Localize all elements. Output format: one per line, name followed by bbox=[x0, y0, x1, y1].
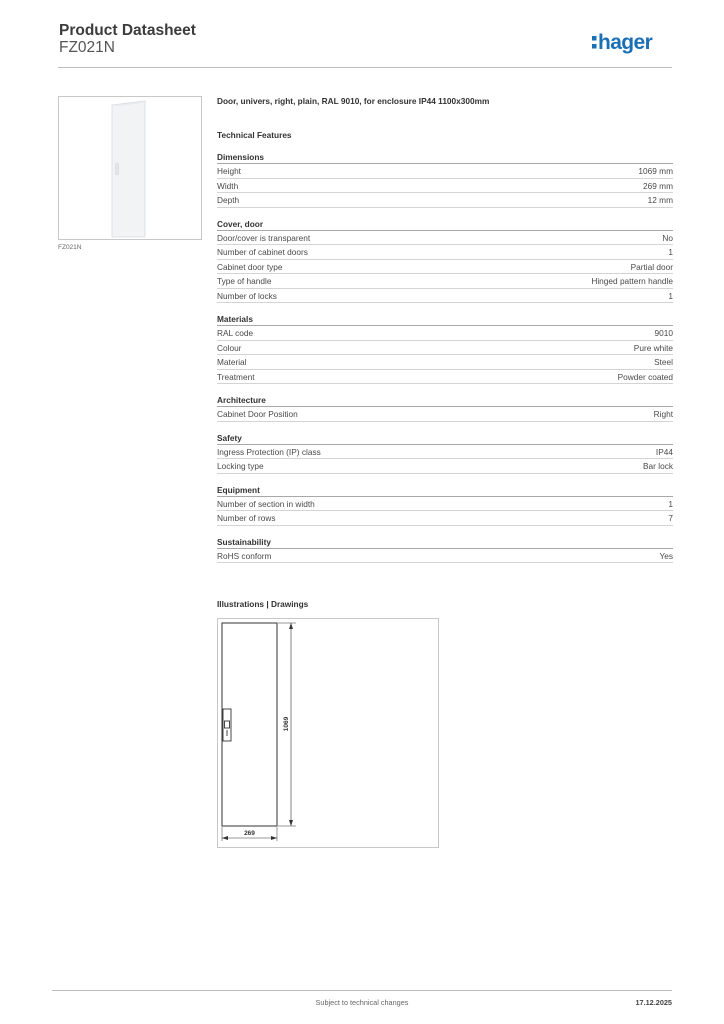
section-title: Sustainability bbox=[217, 536, 673, 549]
spec-label: Door/cover is transparent bbox=[217, 232, 311, 243]
product-code: FZ021N bbox=[59, 39, 115, 56]
spec-label: Number of locks bbox=[217, 290, 277, 301]
footer-divider bbox=[52, 990, 672, 991]
footer-date: 17.12.2025 bbox=[635, 998, 672, 1007]
spec-value: Steel bbox=[654, 357, 673, 367]
product-details bbox=[217, 94, 673, 563]
section-title: Materials bbox=[217, 313, 673, 326]
product-thumbnail bbox=[58, 96, 202, 240]
hager-logo bbox=[592, 26, 674, 58]
spec-label: Colour bbox=[217, 342, 242, 353]
spec-value: Hinged pattern handle bbox=[591, 276, 673, 286]
spec-label: Type of handle bbox=[217, 276, 272, 286]
spec-label: Material bbox=[217, 357, 247, 367]
spec-row bbox=[217, 497, 673, 512]
spec-label: Number of section in width bbox=[217, 498, 315, 509]
spec-value: Right bbox=[653, 409, 673, 419]
spec-row bbox=[217, 193, 673, 208]
spec-value: Pure white bbox=[633, 342, 673, 353]
spec-value: 7 bbox=[668, 513, 673, 523]
section-title: Safety bbox=[217, 432, 673, 445]
spec-row bbox=[217, 459, 673, 474]
spec-value: 9010 bbox=[654, 328, 673, 338]
spec-label: RAL code bbox=[217, 328, 254, 338]
spec-value: Partial door bbox=[630, 261, 673, 272]
spec-label: Height bbox=[217, 166, 241, 176]
section-title: Cover, door bbox=[217, 218, 673, 231]
spec-label: Depth bbox=[217, 195, 240, 205]
document-title: Product Datasheet bbox=[59, 22, 196, 39]
height-label: 1069 bbox=[283, 716, 290, 732]
spec-label: Width bbox=[217, 180, 239, 191]
spec-label: Number of cabinet doors bbox=[217, 247, 308, 257]
spec-label: Number of rows bbox=[217, 513, 276, 523]
spec-value: 12 mm bbox=[647, 195, 673, 205]
technical-drawing bbox=[217, 618, 439, 848]
spec-row bbox=[217, 326, 673, 341]
illustrations-heading: Illustrations | Drawings bbox=[217, 599, 309, 609]
door-outline bbox=[222, 623, 277, 826]
spec-row bbox=[217, 274, 673, 289]
spec-value: 1 bbox=[668, 247, 673, 257]
spec-value: 269 mm bbox=[643, 180, 673, 191]
spec-label: Cabinet door type bbox=[217, 261, 283, 272]
spec-value: 1 bbox=[668, 498, 673, 509]
spec-row bbox=[217, 289, 673, 304]
section-title: Equipment bbox=[217, 484, 673, 497]
spec-row bbox=[217, 549, 673, 564]
spec-label: Ingress Protection (IP) class bbox=[217, 446, 321, 457]
feature-section bbox=[217, 484, 673, 526]
spec-value: Bar lock bbox=[643, 461, 673, 471]
spec-label: Treatment bbox=[217, 371, 255, 382]
spec-row bbox=[217, 231, 673, 246]
spec-row bbox=[217, 407, 673, 422]
spec-row bbox=[217, 341, 673, 356]
spec-value: No bbox=[662, 232, 673, 243]
spec-value: Yes bbox=[659, 550, 673, 561]
spec-row bbox=[217, 370, 673, 385]
svg-text:hager: hager bbox=[598, 31, 653, 54]
spec-row bbox=[217, 260, 673, 275]
spec-value: Powder coated bbox=[617, 371, 673, 382]
feature-section bbox=[217, 313, 673, 384]
technical-features-heading: Technical Features bbox=[217, 130, 292, 140]
header-divider bbox=[58, 67, 672, 68]
spec-value: 1069 mm bbox=[638, 166, 673, 176]
feature-section bbox=[217, 432, 673, 474]
spec-row bbox=[217, 179, 673, 194]
section-title: Architecture bbox=[217, 394, 673, 407]
thumbnail-caption: FZ021N bbox=[58, 244, 82, 251]
spec-row bbox=[217, 445, 673, 460]
spec-value: 1 bbox=[668, 290, 673, 301]
feature-section bbox=[217, 151, 673, 208]
section-title: Dimensions bbox=[217, 151, 673, 164]
spec-row bbox=[217, 355, 673, 370]
feature-section bbox=[217, 218, 673, 304]
spec-label: Locking type bbox=[217, 461, 264, 471]
feature-section bbox=[217, 394, 673, 422]
spec-label: RoHS conform bbox=[217, 550, 272, 561]
spec-label: Cabinet Door Position bbox=[217, 409, 298, 419]
feature-section bbox=[217, 536, 673, 564]
spec-row bbox=[217, 511, 673, 526]
spec-value: IP44 bbox=[655, 446, 673, 457]
footer-disclaimer: Subject to technical changes bbox=[315, 998, 409, 1007]
feature-sections bbox=[217, 151, 673, 563]
width-label: 269 bbox=[244, 830, 255, 837]
product-description: Door, univers, right, plain, RAL 9010, for enclosure IP44 1100x300mm bbox=[217, 96, 490, 106]
spec-row bbox=[217, 245, 673, 260]
spec-row bbox=[217, 164, 673, 179]
lock-handle bbox=[225, 721, 230, 728]
